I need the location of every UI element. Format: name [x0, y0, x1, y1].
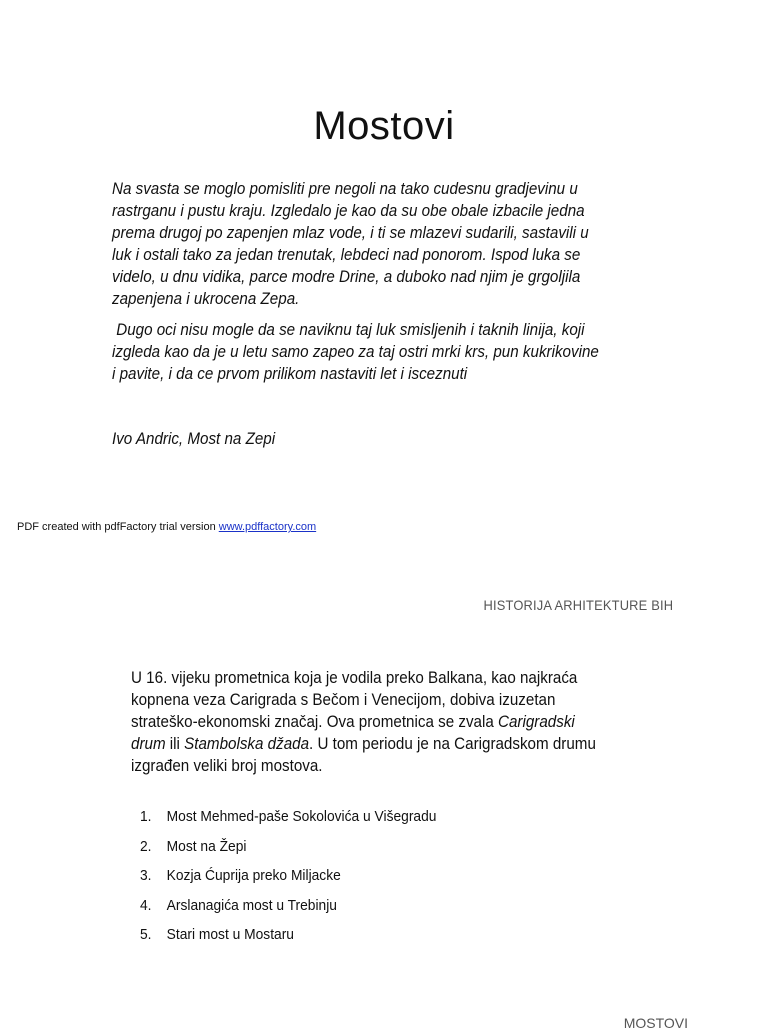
- quote-paragraph-1: Na svasta se moglo pomisliti pre negoli na tako cudesnu gradjevinu u rastrganu i pustu kraju. Izgledalo je kao da su obe obale izbacile jedna prema drugoj po zapenjen mlaz vode, i ti se mlazevi sudarili, sastavili u luk i ostali tako za jedan trenutak, lebdeci nad ponorom. Ispod luka se videlo, u dnu vidika, parce modre Drine, a duboko nad njim je grgoljila zapenjena i ukrocena Zepa.: [112, 180, 589, 308]
- list-item-label: Stari most u Mostaru: [166, 926, 294, 943]
- list-item-number: 2.: [140, 837, 152, 855]
- list-item: [140, 895, 436, 925]
- list-item: [140, 865, 436, 895]
- pdf-creator-note: [17, 521, 316, 533]
- quote-author: Ivo Andric, Most na Zepi: [112, 430, 276, 448]
- list-item: [140, 924, 436, 954]
- list-item: [140, 836, 436, 866]
- quote-paragraph-2: [112, 319, 600, 385]
- section-header: HISTORIJA ARHITEKTURE BIH: [483, 597, 673, 613]
- intro-text-3: . U tom periodu je na Carigradskom drumu izgrađen veliki broj mostova.: [131, 735, 596, 775]
- list-item-label: Most Mehmed-paše Sokolovića u Višegradu: [166, 808, 437, 825]
- intro-paragraph: [131, 667, 609, 777]
- bridge-list: [140, 806, 436, 954]
- list-item-label: Arslanagića most u Trebinju: [166, 896, 337, 914]
- quote-paragraph-2-text: Dugo oci nisu mogle da se naviknu taj luk smisljenih i taknih linija, koji izgleda kao da je u letu samo zapeo za taj ostri mrki krs, pun kukrikovine i pavite, i da ce prvom prilikom nastaviti let i isceznuti: [112, 321, 599, 383]
- list-item-number: 5.: [140, 926, 152, 943]
- page-title: Mostovi: [313, 104, 455, 148]
- list-item-number: 1.: [140, 808, 152, 825]
- intro-text-1: U 16. vijeku prometnica koja je vodila preko Balkana, kao najkraća kopnena veza Carigrada s Bečom i Venecijom, dobiva izuzetan strateško-ekonomski značaj. Ova prometnica se zvala: [131, 669, 578, 731]
- list-item-number: 3.: [140, 867, 152, 884]
- list-item-number: 4.: [140, 896, 152, 914]
- intro-emphasis-2: Stambolska džada: [184, 735, 310, 753]
- intro-text-2: ili: [165, 735, 185, 753]
- intro-emphasis-1: Carigradski drum: [131, 713, 575, 753]
- list-item-label: Most na Žepi: [166, 837, 247, 855]
- pdffactory-link[interactable]: www.pdffactory.com: [218, 521, 317, 533]
- list-item-label: Kozja Ćuprija preko Miljacke: [166, 867, 341, 884]
- section-footer: MOSTOVI: [623, 1015, 688, 1031]
- pdf-note-text: PDF created with pdfFactory trial version: [17, 521, 216, 533]
- list-item: [140, 806, 436, 836]
